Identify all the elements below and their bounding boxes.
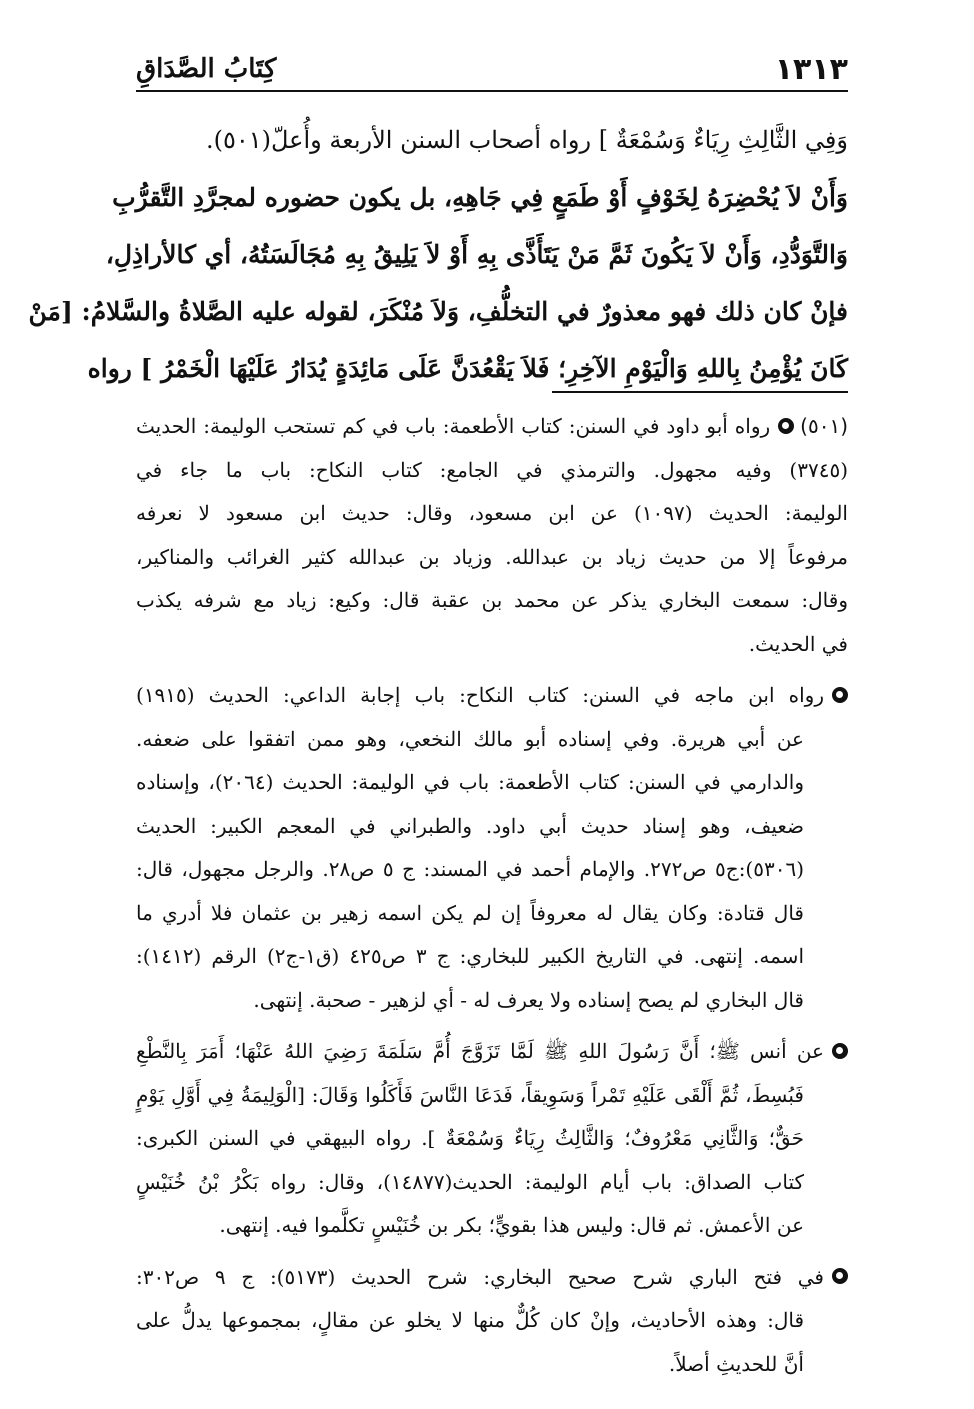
main-text — [28, 112, 848, 397]
main-text-line: وَأَنْ لاَ يُحْضِرَهُ لِخَوْفٍ أَوْ طَمَعٍ فِي جَاهِهِ، بل يكون حضوره لمجرَّدِ التَّقرُّبِ — [112, 183, 848, 212]
footnote-ibn-majah — [136, 674, 848, 1022]
footnote-line: حَقٌّ؛ وَالثَّانِي مَعْرُوفٌ؛ وَالثَّالِثُ رِيَاءٌ وَسُمْعَةٌ ]. رواه البيهقي في السنن الكبرى: — [136, 1126, 804, 1150]
footnote-line: فَبُسِطَ، ثُمَّ أَلْقَى عَلَيْهِ تَمْراً وَسَوِيقاً، فَدَعَا النَّاسَ فَأَكَلُوا وَقَالَ: [الْوَلِيمَةُ فِي أَوَّلِ يَوْمٍ — [136, 1082, 804, 1107]
footnote-line: كتاب الصداق: باب أيام الوليمة: الحديث(١٤٨٧٧)، وقال: رواه بَكْرُ بْنُ خُنَيْسٍ — [136, 1169, 804, 1194]
footnote-line — [136, 405, 848, 449]
footnote-number: (٥٠١) — [800, 414, 848, 438]
footnote-anas — [136, 1030, 848, 1248]
running-title: كِتَابُ الصَّدَاقِ — [136, 54, 277, 84]
footnote-text: عن أنس ﷺ؛ أَنَّ رَسُولَ اللهِ ﷺ لَمَّا تَزَوَّجَ أُمَّ سَلَمَةَ رَضِيَ اللهُ عَنْهَا؛ أَمَرَ بِالنَّطْعِ — [136, 1039, 824, 1063]
footnote-line: عن الأعمش. ثم قال: وليس هذا بقويٍّ؛ بكر بن خُنَيْسٍ تكلَّموا فيه. إنتهى. — [219, 1213, 804, 1237]
header-rule — [136, 90, 848, 92]
footnote-line: اسمه. إنتهى. في التاريخ الكبير للبخاري: ج ٣ ص٤٢٥ (ق١-ج٢) الرقم (١٤١٢): — [136, 944, 804, 968]
footnote-line: قال البخاري لم يصح إسناده ولا يعرف له - أي لزهير - صحبة. إنتهى. — [253, 987, 804, 1012]
main-text-line: كَانَ يُؤْمِنُ بِاللهِ وَالْيَوْمِ الآخِرِ؛ فَلاَ يَقْعُدَنَّ عَلَى مَائِدَةٍ يُدَارُ عَلَيْهَا الْخَمْرُ ] رواه — [87, 354, 848, 383]
footnote-line: ضعيف، وهو إسناد حديث أبي داود. والطبراني في المعجم الكبير: الحديث — [136, 813, 804, 838]
footnote-501 — [136, 405, 848, 666]
footnote-line: قال: وهذه الأحاديث، وإنْ كان كُلٌّ منها لا يخلو عن مقالٍ، بمجموعها يدلُّ على — [136, 1308, 804, 1332]
footnote-text: رواه ابن ماجه في السنن: كتاب النكاح: باب إجابة الداعي: الحديث (١٩١٥) — [136, 683, 824, 707]
footnote-line: والدارمي في السنن: كتاب الأطعمة: باب في الوليمة: الحديث (٢٠٦٤)، وإسناده — [136, 770, 804, 794]
footnote-separator — [552, 391, 848, 393]
page-number: ١٣١٣ — [774, 52, 848, 87]
footnote-line: الوليمة: الحديث (١٠٩٧) عن ابن مسعود، وقال: حديث ابن مسعود لا نعرفه — [136, 501, 848, 525]
bullet-icon — [778, 418, 794, 434]
footnote-line: في الحديث. — [748, 631, 848, 656]
footnote-line: (٥٣٠٦):ج٥ ص٢٧٢. والإمام أحمد في المسند: ج ٥ ص٢٨. والرجل مجهول، قال: — [136, 857, 805, 881]
footnote-line — [136, 1256, 848, 1300]
footnote-text: رواه أبو داود في السنن: كتاب الأطعمة: باب في كم تستحب الوليمة: الحديث — [136, 414, 771, 438]
footnote-text: في فتح الباري شرح صحيح البخاري: شرح الحديث (٥١٧٣): ج ٩ ص٣٠٢: — [136, 1264, 824, 1289]
main-text-line: فإنْ كان ذلك فهو معذورٌ في التخلُّفِ، وَلاَ مُنْكَرَ، لقوله عليه الصَّلاةُ والسَّلامُ: [مَنْ — [28, 297, 848, 326]
bullet-icon — [832, 1043, 848, 1059]
footnote-fath-al-bari — [136, 1256, 848, 1387]
footnote-line: وقال: سمعت البخاري يذكر عن محمد بن عقبة قال: وكيع: زياد مع شرفه يكذب — [136, 588, 848, 612]
footnote-line: قال قتادة: وكان يقال له معروفاً إن لم يكن اسمه زهير بن عثمان فلا أدري ما — [136, 900, 804, 925]
footnote-line: أنَّ للحديثِ أصلاً. — [668, 1351, 804, 1376]
footnote-line: مرفوعاً إلا من حديث زياد بن عبدالله. وزياد بن عبدالله كثير الغرائب والمناكير، — [136, 544, 848, 569]
bullet-icon — [832, 1268, 848, 1284]
footnote-line — [136, 674, 848, 718]
footnote-line: عن أبي هريرة. وفي إسناده أبو مالك النخعي، وهو ممن اتفقوا على ضعفه. — [136, 726, 804, 751]
footnotes — [136, 405, 848, 1394]
page-header — [136, 50, 848, 96]
bullet-icon — [832, 687, 848, 703]
footnote-line — [136, 1030, 848, 1074]
footnote-line: (٣٧٤٥) وفيه مجهول. والترمذي في الجامع: كتاب النكاح: باب ما جاء في — [136, 457, 848, 482]
main-text-line: وَالتَّوَدُّدِ، وَأَنْ لاَ يَكُونَ ثَمَّ مَنْ يَتَأَذَّى بِهِ أَوْ لاَ يَلِيقُ بِهِ مُجَالَسَتُهُ، أي كالأراذِلِ، — [105, 240, 848, 269]
main-text-line: وَفِي الثَّالِثِ رِيَاءٌ وَسُمْعَةٌ ] رواه أصحاب السنن الأربعة وأُعلّ(٥٠١). — [205, 126, 848, 154]
